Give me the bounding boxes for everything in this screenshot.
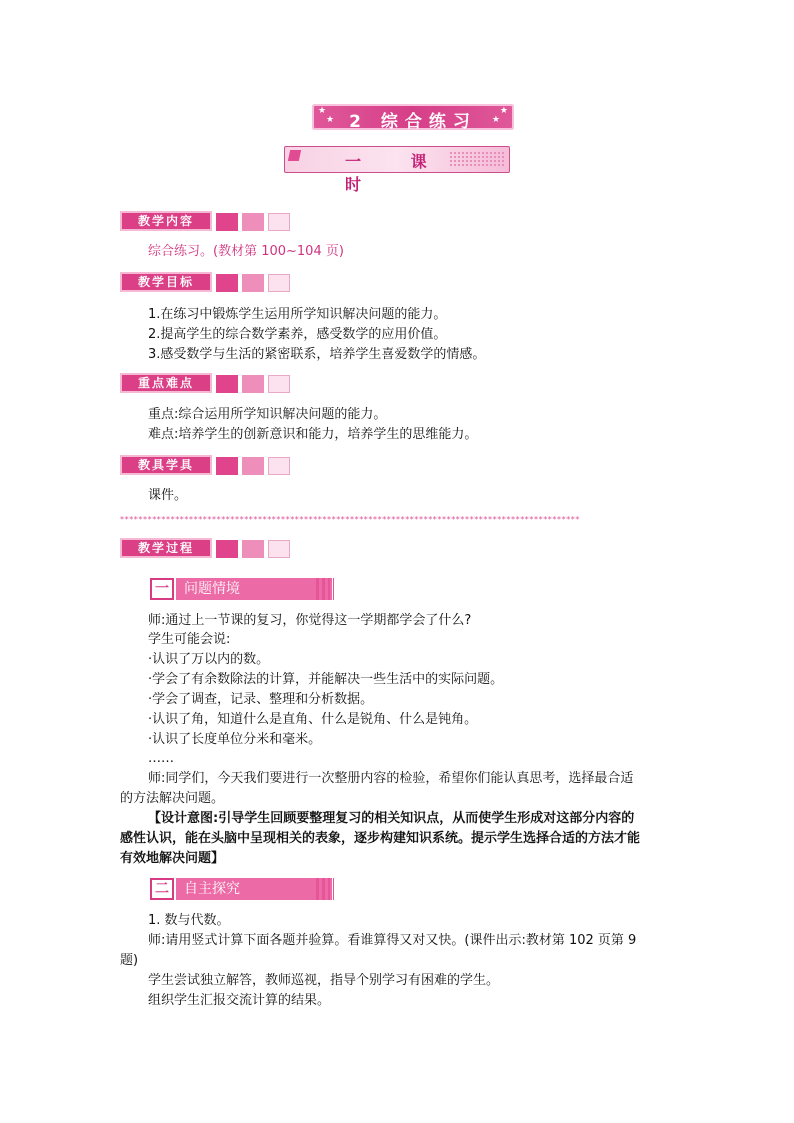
step-number: 一 — [150, 578, 174, 600]
section-header-process — [120, 538, 300, 558]
decor-square-icon — [242, 375, 264, 393]
decor-square-icon — [216, 540, 238, 558]
step-line: 师:请用竖式计算下面各题并验算。看谁算得又对又快。(课件出示:教材第 102 页第 9 — [148, 933, 637, 948]
stripe-decoration — [322, 578, 325, 600]
bullet-item: ·认识了长度单位分米和毫米。 — [148, 732, 322, 747]
design-note-line: 【设计意图:引导学生回顾要整理复习的相关知识点，从而使学生形成对这部分内容的 — [148, 811, 635, 826]
bullet-item: ·认识了角，知道什么是直角、什么是锐角、什么是钝角。 — [148, 712, 478, 727]
section-label: 教学内容 — [120, 211, 212, 231]
star-icon: ★ — [499, 106, 508, 116]
goal-item: 3.感受数学与生活的紧密联系，培养学生喜爱数学的情感。 — [148, 347, 486, 362]
decor-square-icon — [242, 213, 264, 231]
decor-square-icon — [242, 274, 264, 292]
design-note-line: 有效地解决问题】 — [120, 851, 225, 866]
stripe-decoration — [322, 878, 325, 900]
tools-text: 课件。 — [148, 488, 188, 503]
dot-pattern-decoration — [449, 151, 505, 167]
stripe-decoration — [328, 578, 330, 600]
lesson-title-banner — [312, 104, 514, 130]
goal-item: 1.在练习中锻炼学生运用所学知识解决问题的能力。 — [148, 307, 447, 322]
step-line: 学生尝试独立解答，教师巡视，指导个别学习有困难的学生。 — [148, 973, 500, 988]
step-number: 二 — [150, 878, 174, 900]
dialogue-line: 师:通过上一节课的复习，你觉得这一学期都学会了什么? — [148, 613, 472, 628]
dialogue-line: 的方法解决问题。 — [120, 791, 225, 806]
section-label: 重点难点 — [120, 373, 212, 393]
step-line: 1. 数与代数。 — [148, 913, 230, 928]
section-header-goals — [120, 272, 300, 292]
keypoint-item: 重点:综合运用所学知识解决问题的能力。 — [148, 407, 387, 422]
step-title: 自主探究 — [176, 878, 332, 900]
star-icon: ★ — [318, 106, 327, 116]
decor-square-icon — [242, 457, 264, 475]
lesson-subtitle: 一 课 时 — [345, 152, 449, 194]
star-divider: **************************************************************************************************** — [120, 515, 580, 524]
goal-item: 2.提高学生的综合数学素养，感受数学的应用价值。 — [148, 327, 447, 342]
section-header-keypoints — [120, 373, 300, 393]
step-line: 组织学生汇报交流计算的结果。 — [148, 993, 331, 1008]
design-note-line: 感性认识，能在头脑中呈现相关的表象，逐步构建知识系统。提示学生选择合适的方法才能 — [120, 831, 641, 846]
ellipsis: …… — [148, 751, 174, 766]
dialogue-line: 学生可能会说: — [148, 632, 231, 647]
bullet-item: ·认识了万以内的数。 — [148, 652, 270, 667]
decor-square-icon — [268, 540, 290, 558]
content-text: 综合练习。(教材第 100~104 页) — [148, 244, 344, 259]
star-icon: ★ — [491, 115, 500, 125]
decor-square-icon — [216, 213, 238, 231]
bullet-item: ·学会了有余数除法的计算，并能解决一些生活中的实际问题。 — [148, 672, 504, 687]
keypoint-item: 难点:培养学生的创新意识和能力，培养学生的思维能力。 — [148, 427, 478, 442]
dialogue-line: 师:同学们，今天我们要进行一次整册内容的检验，希望你们能认真思考，选择最合适 — [148, 771, 634, 786]
decor-square-icon — [242, 540, 264, 558]
decor-square-icon — [268, 375, 290, 393]
stripe-decoration — [333, 878, 334, 900]
section-label: 教学目标 — [120, 272, 212, 292]
square-icon — [288, 150, 301, 161]
step-title: 问题情境 — [176, 578, 332, 600]
decor-square-icon — [268, 457, 290, 475]
stripe-decoration — [316, 878, 319, 900]
stripe-decoration — [333, 578, 334, 600]
stripe-decoration — [328, 878, 330, 900]
star-icon: ★ — [326, 115, 335, 125]
section-label: 教学过程 — [120, 538, 212, 558]
decor-square-icon — [216, 457, 238, 475]
step-bar-1 — [150, 578, 340, 600]
decor-square-icon — [216, 375, 238, 393]
step-line: 题) — [120, 953, 139, 968]
step-bar-2 — [150, 878, 340, 900]
decor-square-icon — [268, 274, 290, 292]
bullet-item: ·学会了调查，记录、整理和分析数据。 — [148, 692, 374, 707]
decor-square-icon — [268, 213, 290, 231]
lesson-subtitle-banner — [284, 146, 510, 194]
section-label: 教具学具 — [120, 455, 212, 475]
lesson-title: 2 综合练习 — [349, 112, 477, 132]
section-header-content — [120, 211, 300, 231]
decor-square-icon — [216, 274, 238, 292]
stripe-decoration — [316, 578, 319, 600]
section-header-tools — [120, 455, 300, 475]
